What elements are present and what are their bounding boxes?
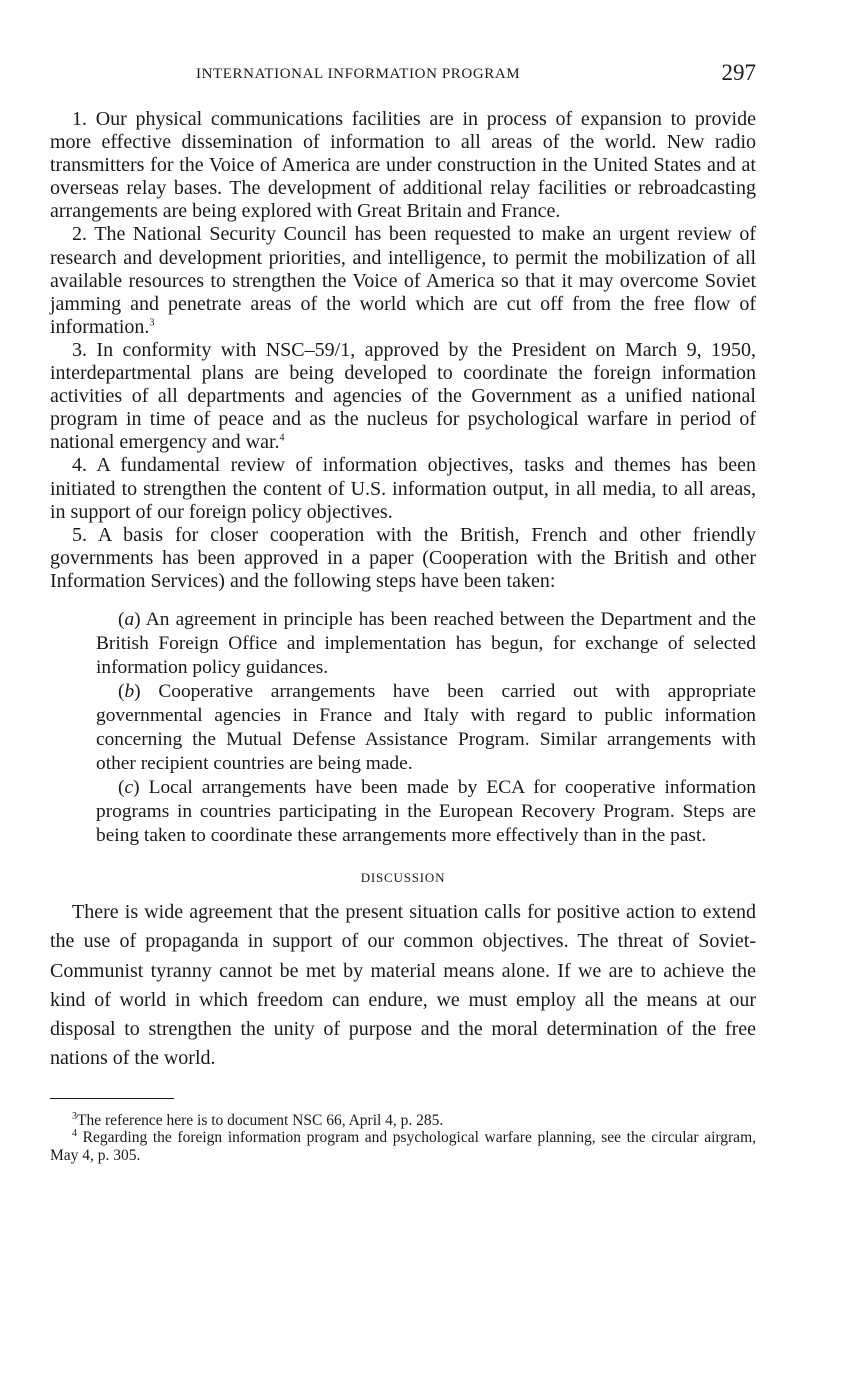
sub-item-list	[50, 608, 756, 848]
page-header	[50, 58, 756, 94]
footnote-ref-4: 4	[279, 432, 285, 444]
footnote-4: $^4$ Regarding the foreign information program and psychological warfare planning, see the circular airgram, May 4, p. 305.	[50, 1128, 756, 1164]
sub-item-a: (a) An agreement in principle has been reached between the Department and the British Foreign Office and implementation has begun, for exchange of selected information policy guidances.	[96, 608, 756, 678]
running-head: INTERNATIONAL INFORMATION PROGRAM	[196, 66, 521, 82]
footnote-divider	[50, 1098, 174, 1099]
footnote-3: $^3$The reference here is to document NSC 66, April 4, p. 285.	[72, 1110, 444, 1129]
sub-item-b: (b) Cooperative arrangements have been carried out with appropriate governmental agencies in France and Italy with regard to public information concerning the Mutual Defense Assistance Program. Similar arrangements with other recipient countries are being made.	[96, 680, 756, 774]
paragraph-1: 1. Our physical communications facilities are in process of expansion to provide more effective dissemination of information to all areas of the world. New radio transmitters for the Voice of America are under construction in the United States and at overseas relay bases. The development of additional relay facilities or rebroadcasting arrangements are being explored with Great Britain and France.	[50, 108, 756, 223]
discussion-paragraph: There is wide agreement that the present situation calls for positive action to extend the use of propaganda in support of our common objectives. The threat of Soviet-Communist tyranny cannot be met by material means alone. If we are to achieve the kind of world in which freedom can endure, we must employ all the means at our disposal to strengthen the unity of purpose and the moral determination of the free nations of the world.	[50, 900, 756, 1070]
paragraph-3: 3. In conformity with NSC–59/1, approved by the President on March 9, 1950, interdepartmental plans are being developed to coordinate the foreign information activities of all departments and agencies of the Government as a unified national program in time of peace and as the nucleus for psychological warfare in period of national emergency and war.$^4$	[50, 338, 756, 454]
document-page	[50, 58, 756, 1164]
numbered-paragraphs	[50, 108, 756, 593]
paragraph-5: 5. A basis for closer cooperation with the British, French and other friendly governments has been approved in a paper (Cooperation with the British and other Information Services) and the following steps have been taken:	[50, 523, 756, 592]
discussion-heading: DISCUSSION	[360, 869, 446, 885]
sub-item-c: (c) Local arrangements have been made by ECA for cooperative information programs in countries participating in the European Recovery Program. Steps are being taken to coordinate these arrangements more effectively than in the past.	[96, 776, 756, 846]
paragraph-2: 2. The National Security Council has been requested to make an urgent review of research and development priorities, and intelligence, to permit the mobilization of all available resources to strengthen the Voice of America so that it may overcome Soviet jamming and penetrate areas of the world which are cut off from the free flow of information.$^3$	[50, 223, 756, 338]
paragraph-4: 4. A fundamental review of information objectives, tasks and themes has been initiated to strengthen the content of U.S. information output, in all media, to all areas, in support of our foreign policy objectives.	[50, 454, 756, 523]
footnote-ref-3: 3	[149, 317, 155, 329]
page-number: 297	[721, 60, 756, 85]
footnotes	[50, 1112, 756, 1165]
